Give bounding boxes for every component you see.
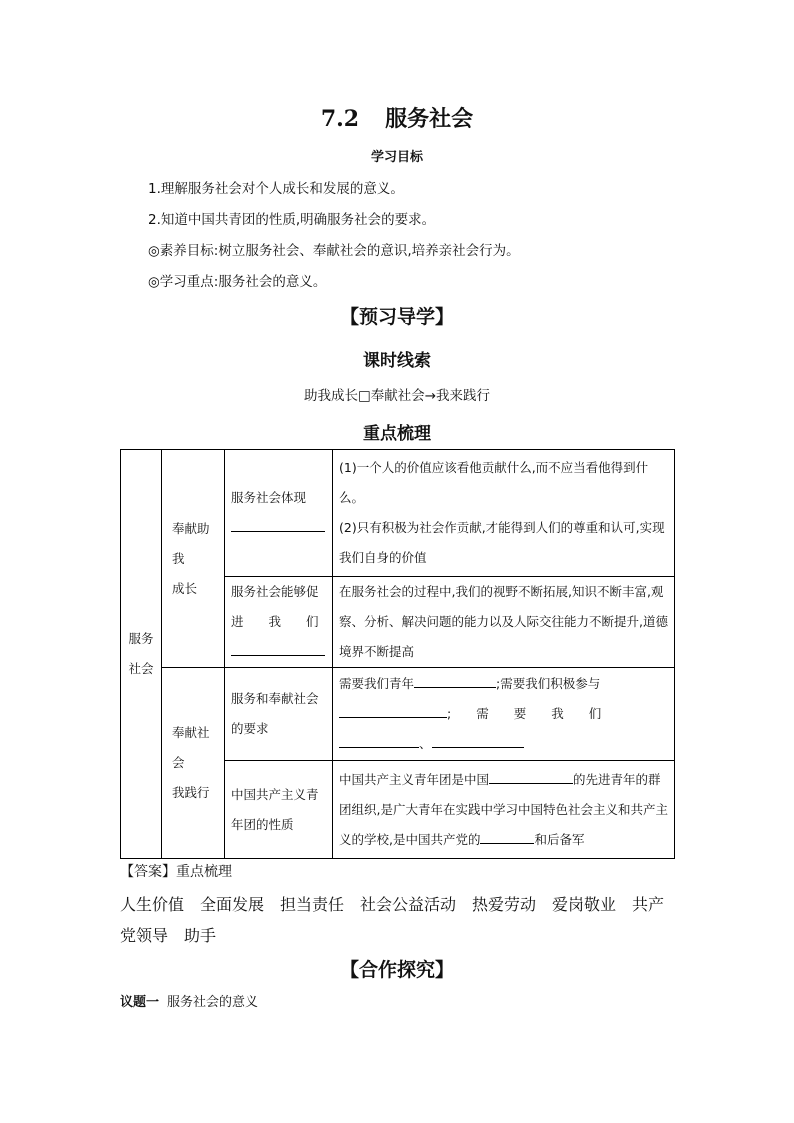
goal-item: ◎学习重点:服务社会的意义。 [148,274,327,290]
topic-text: 服务社会体现 [231,490,307,505]
group-label-line: 奉献助 [172,520,210,536]
group-label-cell [162,450,225,668]
topic-text: 进 我 们 [231,614,319,629]
learning-goals-heading: 学习目标 [370,150,423,165]
content-cell: 在服务社会的过程中,我们的视野不断拓展,知识不断丰富,观察、分析、解决问题的能力以及人际交往能力不断提升,道德境界不断提高 [333,577,675,668]
group-label-line: 成长 [172,580,198,596]
goal-item: 1.理解服务社会对个人成长和发展的意义。 [148,181,404,197]
section-cooperate-heading: 【合作探究】 [339,959,454,981]
group-label-cell [162,668,225,859]
content-text: 中国共产主义青年团是中国 [339,771,490,787]
topic-line [120,991,258,1010]
fill-blank[interactable] [480,829,534,844]
content-cell [333,761,675,859]
lesson-title: 服务社会 [385,106,474,132]
content-text: ;需要我们积极参与 [496,676,601,691]
fill-blank[interactable] [489,769,573,784]
key-points-table [120,449,675,859]
section-preview-heading: 【预习导学】 [339,306,454,328]
topic-cell: 服务和奉献社会的要求 [225,668,333,761]
topic-text: 服务社会的意义 [167,995,259,1010]
table-root-cell [121,450,162,859]
root-label-line: 服务 [128,631,154,646]
topic-label: 议题一 [120,995,160,1010]
section-clue-heading: 课时线索 [363,351,431,371]
clue-text: 助我成长□奉献社会→我来践行 [303,388,491,404]
content-text: (2)只有积极为社会作贡献,才能得到人们的尊重和认可,实现我们自身的价值 [339,520,665,565]
topic-text: 服务社会能够促 [231,584,319,599]
content-text: 和后备军 [534,831,585,847]
fill-blank[interactable] [414,673,496,688]
group-label-line: 我践行 [172,785,210,800]
group-label-line: 会 [172,755,185,770]
fill-blank[interactable] [339,733,419,748]
goal-item: 2.知道中国共青团的性质,明确服务社会的要求。 [148,212,436,228]
content-text: ; 需 要 我 们 [447,706,602,721]
content-cell [333,668,675,761]
lesson-number: 7.2 [320,106,360,132]
goal-item: ◎素养目标:树立服务社会、奉献社会的意识,培养亲社会行为。 [148,243,520,259]
content-text: 的先进青年的群团组织,是广大青年在实践中学习中国特色社会主义和共产主义的学校,是中国共产党的 [339,771,668,847]
content-text: (1)一个人的价值应该看他贡献什么,而不应当看他得到什么。 [339,460,649,505]
content-text: 、 [419,736,432,751]
page-title [0,102,794,133]
group-label-line: 我 [172,550,185,566]
fill-blank[interactable] [432,733,524,748]
content-text: 需要我们青年 [339,676,415,691]
root-label-line: 社会 [128,661,154,676]
topic-cell: 中国共产主义青年团的性质 [225,761,333,859]
answer-line: 党领导 助手 [120,926,217,945]
answer-label: 【答案】重点梳理 [120,864,232,880]
topic-cell [225,450,333,577]
group-label-line: 奉献社 [172,725,210,740]
fill-blank[interactable] [339,703,447,718]
topic-cell [225,577,333,668]
fill-blank[interactable] [231,517,325,532]
answer-line: 人生价值 全面发展 担当责任 社会公益活动 热爱劳动 爱岗敬业 共产 [120,895,665,914]
content-cell [333,450,675,577]
fill-blank[interactable] [231,641,325,656]
section-key-heading: 重点梳理 [363,424,431,444]
